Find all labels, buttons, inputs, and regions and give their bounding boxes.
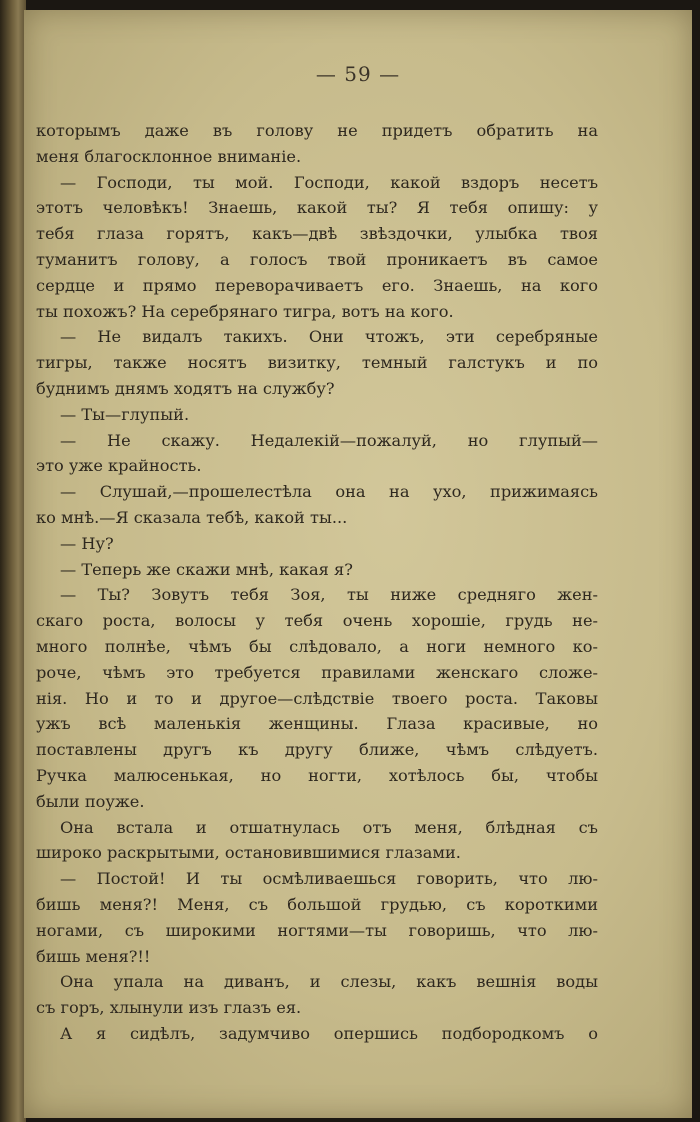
text-line: которымъ даже въ голову не придетъ обратить на xyxy=(36,121,598,140)
text-line: широко раскрытыми, остановившимися глазами. xyxy=(36,843,461,863)
text-line: Она упала на диванъ, и слезы, какъ вешнія воды xyxy=(60,972,598,992)
text-line: — Постой! И ты осмѣливаешься говорить, что лю- xyxy=(60,869,598,889)
text-line: скаго роста, волосы у тебя очень хорошіе, грудь не- xyxy=(36,611,598,631)
text-line: Она встала и отшатнулась отъ меня, блѣдная съ xyxy=(60,817,598,837)
page-edge xyxy=(0,0,26,1122)
text-line: ужъ всѣ маленькія женщины. Глаза красивые, но xyxy=(36,714,598,734)
text-line: ко мнѣ.—Я сказала тебѣ, какой ты... xyxy=(36,507,348,527)
text-line: роче, чѣмъ это требуется правилами женскаго сложе- xyxy=(36,662,598,682)
text-line: тигры, также носятъ визитку, темный галстукъ и по xyxy=(36,353,598,373)
text-line: — Слушай,—прошелестѣла она на ухо, прижимаясь xyxy=(60,482,598,502)
text-line: тебя глаза горятъ, какъ—двѣ звѣздочки, улыбка твоя xyxy=(36,224,598,244)
text-line: это уже крайность. xyxy=(36,456,202,476)
text-line: ты похожъ? На серебрянаго тигра, вотъ на кого. xyxy=(36,301,454,321)
text-line: этотъ человѣкъ! Знаешь, какой ты? Я тебя опишу: у xyxy=(36,198,598,218)
text-line: — Не скажу. Недалекій—пожалуй, но глупый— xyxy=(60,430,598,450)
text-line: буднимъ днямъ ходятъ на службу? xyxy=(36,378,335,398)
text-line: бишь меня?! Меня, съ большой грудью, съ короткими xyxy=(36,894,598,914)
body-text xyxy=(36,118,598,1047)
text-line: меня благосклонное вниманіе. xyxy=(36,146,302,166)
text-line: съ горъ, хлынули изъ глазъ ея. xyxy=(36,998,302,1018)
text-line: были поуже. xyxy=(36,791,145,811)
text-line: — Господи, ты мой. Господи, какой вздоръ несетъ xyxy=(60,172,598,192)
text-line: — Теперь же скажи мнѣ, какая я? xyxy=(60,559,353,579)
text-line: туманитъ голову, а голосъ твой проникаетъ въ самое xyxy=(36,249,598,269)
text-line: ногами, съ широкими ногтями—ты говоришь, что лю- xyxy=(36,920,598,940)
text-line: — Не видалъ такихъ. Они чтожъ, эти серебряные xyxy=(60,327,598,347)
page-number: — 59 — xyxy=(315,62,401,86)
text-line: сердце и прямо переворачиваетъ его. Знаешь, на кого xyxy=(36,275,598,295)
text-line: — Ты? Зовутъ тебя Зоя, ты ниже средняго жен- xyxy=(60,585,598,605)
text-line: — Ты—глупый. xyxy=(60,404,190,424)
text-line: бишь меня?!! xyxy=(36,946,151,966)
text-line: поставлены другъ къ другу ближе, чѣмъ слѣдуетъ. xyxy=(36,740,598,760)
text-line: нія. Но и то и другое—слѣдствіе твоего роста. Таковы xyxy=(36,688,598,708)
text-line: А я сидѣлъ, задумчиво опершись подбородкомъ о xyxy=(60,1023,598,1043)
text-line: Ручка малюсенькая, но ногти, хотѣлось бы, чтобы xyxy=(36,765,598,785)
book-page xyxy=(24,10,692,1118)
text-line: много полнѣе, чѣмъ бы слѣдовало, а ноги немного ко- xyxy=(36,636,598,656)
text-line: — Ну? xyxy=(60,533,114,553)
